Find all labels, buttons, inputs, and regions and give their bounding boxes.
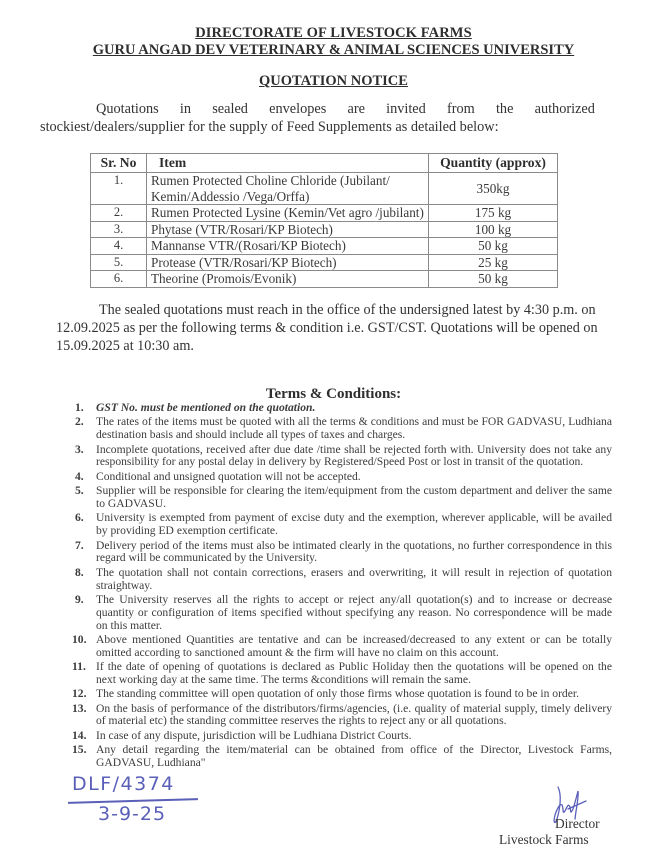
term-item xyxy=(75,538,612,566)
intro-line-2: stockiest/dealers/supplier for the supply of Feed Supplements as detailed below: xyxy=(40,119,499,135)
term-text: Delivery period of the items must also be intimated clearly in the quotations, no further correspondence in this regard will be communicated by the University. xyxy=(96,538,612,565)
term-number: 13. xyxy=(72,701,87,715)
term-number: 14. xyxy=(72,728,87,742)
org-directorate-heading: DIRECTORATE OF LIVESTOCK FARMS xyxy=(195,25,472,41)
term-item xyxy=(75,592,612,632)
term-text: On the basis of performance of the distributors/firms/agencies, (i.e. quality of material supply, timely delivery of material etc) the standing committee reserves the rights to reject any or all quotations. xyxy=(96,701,612,728)
cell-item xyxy=(147,238,429,255)
term-text: Supplier will be responsible for clearing the item/equipment from the custom department and deliver the same to GADVASU. xyxy=(96,484,612,510)
item-name-line: Rumen Protected Choline Chloride (Jubilant/ xyxy=(151,173,390,188)
table-row xyxy=(91,238,558,255)
cell-sr-no: 6. xyxy=(91,271,147,288)
item-name-line: Protease (VTR/Rosari/KP Biotech) xyxy=(151,254,337,270)
term-item xyxy=(72,632,612,660)
term-text: Incomplete quotations, received after due date /time shall be rejected forth with. University does not take any responsibility for any postal delay in delivery by Registered/Speed Post or lost in transit of the quotation. xyxy=(96,442,612,469)
cell-item xyxy=(147,221,429,238)
handwritten-date: 3-9-25 xyxy=(98,803,167,825)
deadline-line-2: 12.09.2025 as per the following terms & condition i.e. GST/CST. Quotations will be opened on xyxy=(56,320,598,336)
items-table-header-row xyxy=(91,154,558,173)
terms-list xyxy=(72,401,612,771)
term-number: 8. xyxy=(75,565,84,579)
intro-word: Quotations xyxy=(96,101,159,117)
term-item xyxy=(72,728,612,743)
intro-word: authorized xyxy=(534,101,595,117)
item-name-line: Kemin/Addessio /Vega/Orffa) xyxy=(151,188,310,204)
deadline-line-1: The sealed quotations must reach in the office of the undersigned latest by 4:30 p.m. on xyxy=(99,302,596,318)
intro-word: sealed xyxy=(212,101,248,117)
term-number: 4. xyxy=(75,469,84,483)
term-item xyxy=(75,511,612,538)
cell-quantity: 350kg xyxy=(429,173,558,205)
term-number: 3. xyxy=(75,442,84,456)
term-number: 9. xyxy=(75,592,84,606)
intro-paragraph xyxy=(40,100,595,136)
cell-sr-no: 2. xyxy=(91,205,147,222)
term-text: University is exempted from payment of excise duty and the exemption, wherever applicable, will be availed by providing ED exemption certificate. xyxy=(96,511,612,538)
deadline-line-3: 15.09.2025 at 10:30 am. xyxy=(56,338,194,354)
cell-quantity: 100 kg xyxy=(429,221,558,238)
term-text: Any detail regarding the item/material can be obtained from office of the Director, Livestock Farms, GADVASU, Ludhiana" xyxy=(96,743,612,770)
item-name-line: Phytase (VTR/Rosari/KP Biotech) xyxy=(151,221,333,237)
term-text: The University reserves all the rights to accept or reject any/all quotation(s) and to increase or decrease quantity or configuration of items specified without specifying any reason. No correspondence will be made on this matter. xyxy=(96,592,612,632)
term-number: 6. xyxy=(75,511,84,525)
table-row xyxy=(91,205,558,222)
terms-title: Terms & Conditions: xyxy=(265,386,402,402)
term-text: The rates of the items must be quoted with all the terms & conditions and must be FOR GADVASU, Ludhiana destination basis and should include all types of taxes and charges. xyxy=(96,415,612,442)
term-item xyxy=(72,743,612,770)
term-number: 5. xyxy=(75,484,84,498)
cell-item xyxy=(147,205,429,222)
deadline-paragraph xyxy=(56,301,616,355)
cell-sr-no: 3. xyxy=(91,221,147,238)
term-item xyxy=(75,401,612,415)
term-number: 15. xyxy=(72,743,87,757)
term-item xyxy=(72,660,612,687)
intro-word: envelopes xyxy=(269,101,327,117)
item-name-line: Mannanse VTR/(Rosari/KP Biotech) xyxy=(151,238,346,253)
term-text: Above mentioned Quantities are tentative and can be increased/decreased to any extent or can be totally omitted according to sanctioned amount & the firm will have no claim on this account. xyxy=(96,632,612,659)
term-number: 12. xyxy=(72,687,87,701)
intro-line-1 xyxy=(40,100,595,118)
notice-title: QUOTATION NOTICE xyxy=(259,73,408,89)
cell-quantity: 25 kg xyxy=(429,254,558,271)
items-table xyxy=(90,153,558,288)
term-item xyxy=(75,415,612,442)
term-item xyxy=(75,469,612,484)
header-quantity: Quantity (approx) xyxy=(429,154,558,173)
intro-word: from xyxy=(446,101,475,117)
cell-quantity: 50 kg xyxy=(429,271,558,288)
item-name-line: Theorine (Promois/Evonik) xyxy=(151,271,297,286)
intro-word: are xyxy=(347,101,365,117)
term-number: 10. xyxy=(72,632,87,646)
handwritten-reference-number: DLF/4374 xyxy=(72,773,175,795)
term-item xyxy=(75,565,612,593)
item-name-line: Rumen Protected Lysine (Kemin/Vet agro /jubilant) xyxy=(151,205,424,220)
signatory-organization: Livestock Farms xyxy=(499,832,589,847)
term-text: In case of any dispute, jurisdiction will be Ludhiana District Courts. xyxy=(96,728,412,742)
term-item xyxy=(72,687,612,701)
term-item xyxy=(72,701,612,729)
table-row xyxy=(91,173,558,205)
term-text: The quotation shall not contain corrections, erasers and overwriting, it will result in rejection of quotation straightway. xyxy=(96,565,612,592)
cell-item xyxy=(147,173,429,205)
header-sr-no: Sr. No xyxy=(91,154,147,173)
term-text: Conditional and unsigned quotation will not be accepted. xyxy=(96,469,361,483)
cell-sr-no: 4. xyxy=(91,238,147,255)
intro-word: in xyxy=(179,101,192,117)
term-number: 1. xyxy=(75,401,84,414)
term-item xyxy=(75,442,612,470)
cell-item xyxy=(147,254,429,271)
cell-sr-no: 5. xyxy=(91,254,147,271)
table-row xyxy=(91,221,558,238)
term-text: The standing committee will open quotation of only those firms whose quotation is found to be in order. xyxy=(96,687,579,701)
header-item: Item xyxy=(147,154,429,173)
cell-item xyxy=(147,271,429,288)
term-item xyxy=(75,484,612,511)
intro-word: the xyxy=(495,101,514,117)
cell-sr-no: 1. xyxy=(91,173,147,205)
table-row xyxy=(91,271,558,288)
term-number: 11. xyxy=(72,660,86,674)
term-text: If the date of opening of quotations is declared as Public Holiday then the quotations will be opened on the next working day at the same time. The terms &conditions will remain the same. xyxy=(96,660,612,686)
intro-word: invited xyxy=(386,101,426,117)
term-number: 2. xyxy=(75,415,84,429)
org-university-heading: GURU ANGAD DEV VETERINARY & ANIMAL SCIENCES UNIVERSITY xyxy=(92,42,575,58)
cell-quantity: 50 kg xyxy=(429,238,558,255)
term-number: 7. xyxy=(75,538,84,552)
signatory-title: Director xyxy=(555,816,600,831)
table-row xyxy=(91,254,558,271)
cell-quantity: 175 kg xyxy=(429,205,558,222)
term-text: GST No. must be mentioned on the quotation. xyxy=(96,401,316,414)
